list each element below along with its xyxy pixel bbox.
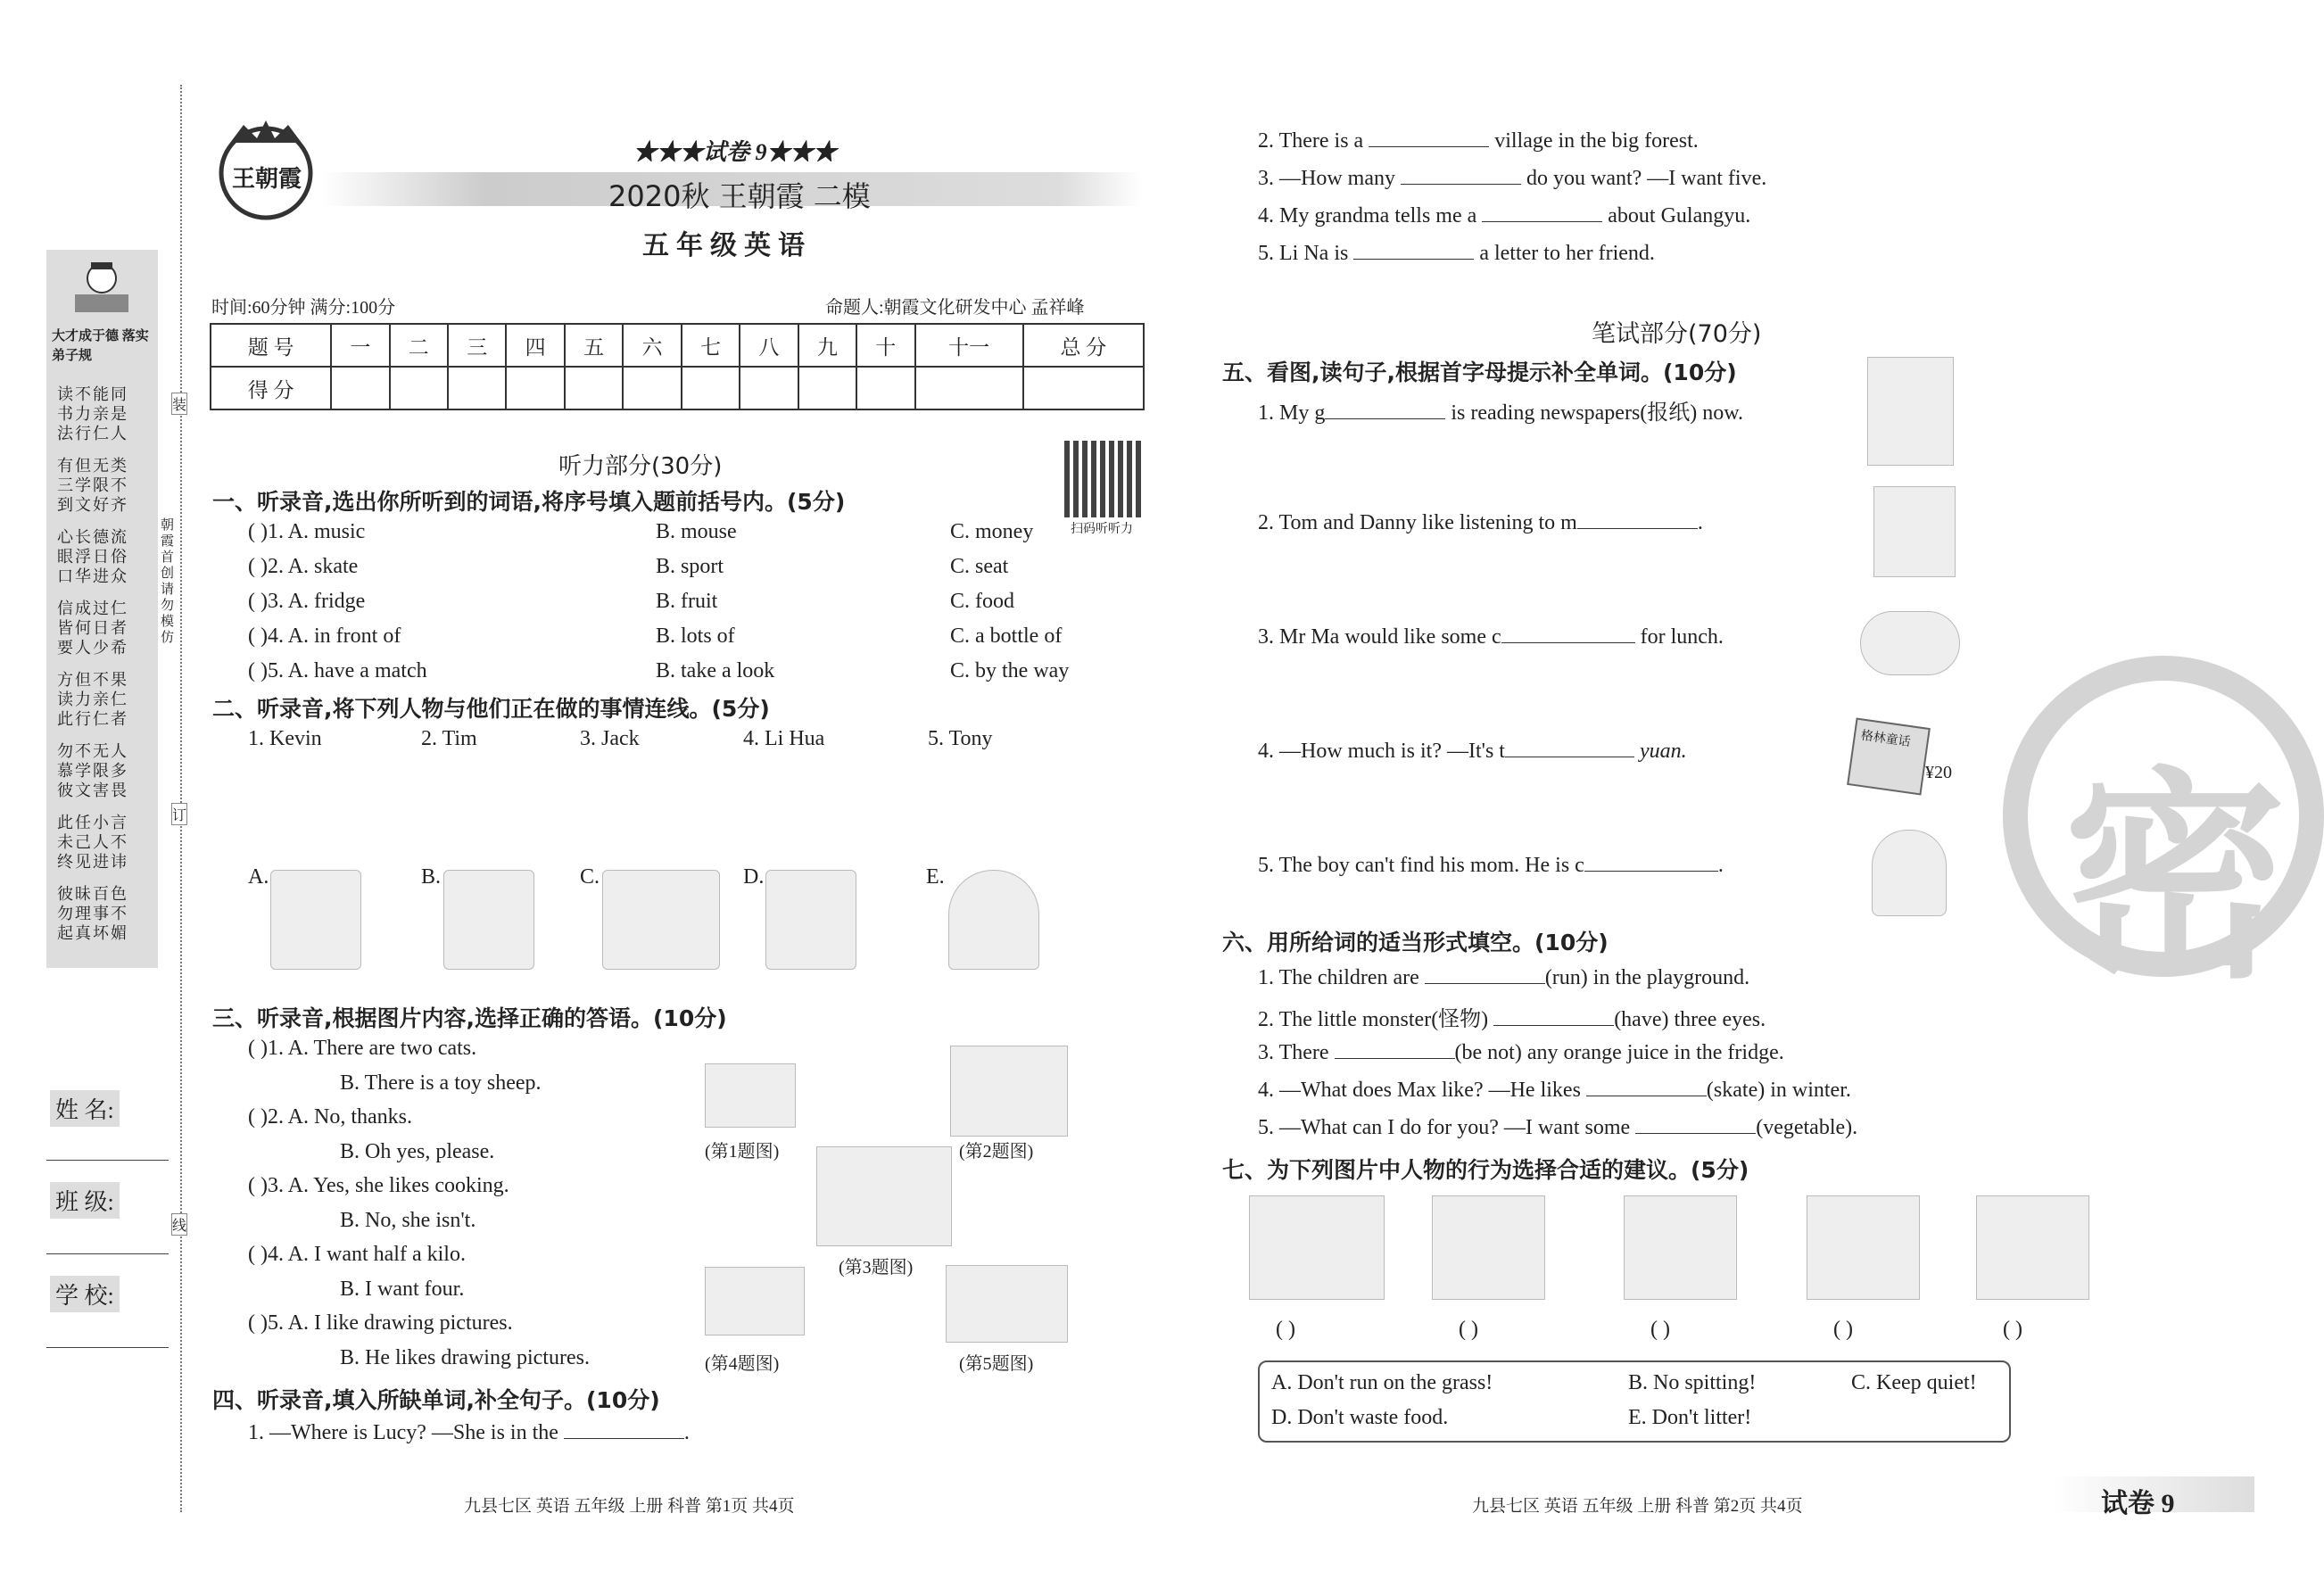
s1-item-a[interactable]: ( )4. A. in front of: [248, 624, 401, 648]
footer-left: 九县七区 英语 五年级 上册 科普 第1页 共4页: [464, 1497, 795, 1516]
s4-q2-text: 2. There is a: [1258, 129, 1364, 153]
qr-code[interactable]: [1064, 441, 1141, 517]
s7-behaviour-pic: [1976, 1195, 2089, 1300]
score-header-cell: 三: [448, 324, 506, 367]
score-header-cell: 题 号: [211, 324, 331, 367]
s5-q3-blank[interactable]: [1501, 623, 1635, 643]
s3-caption-1: (第1题图): [705, 1142, 780, 1162]
s7-option-c: C. Keep quiet!: [1851, 1371, 1977, 1394]
s2-pic-label: D.: [743, 865, 765, 889]
s7-title: 七、为下列图片中人物的行为选择合适的建议。(5分): [1222, 1157, 1749, 1183]
poem-line: 书力亲是: [57, 405, 128, 423]
s5-title: 五、看图,读句子,根据首字母提示补全单词。(10分): [1222, 360, 1737, 385]
time-info: 时间:60分钟 满分:100分: [211, 298, 396, 318]
school-label: 学 校:: [50, 1276, 120, 1312]
poem-line: 口华进众: [57, 567, 128, 585]
s2-activity-pic[interactable]: [270, 870, 361, 970]
s2-person[interactable]: 2. Tim: [421, 727, 477, 750]
s3-item-b: B. No, she isn't.: [340, 1209, 476, 1232]
class-label: 班 级:: [50, 1182, 120, 1219]
s7-option-e: E. Don't litter!: [1628, 1406, 1752, 1429]
s6-q1-tail: (run) in the playground.: [1544, 966, 1750, 989]
poem-line: 到文好齐: [57, 496, 128, 514]
s6-q5-text: 5. —What can I do for you? —I want some: [1258, 1116, 1631, 1139]
s4-q2-blank[interactable]: [1369, 127, 1489, 147]
score-cell[interactable]: [390, 367, 448, 409]
s6-q3-tail: (be not) any orange juice in the fridge.: [1454, 1041, 1784, 1064]
s4-q2: [1258, 127, 1699, 153]
s4-q2-tail: village in the big forest.: [1494, 129, 1699, 153]
s4-q5-tail: a letter to her friend.: [1479, 242, 1655, 265]
s7-behaviour-pic: [1249, 1195, 1385, 1300]
poem-line: 读不能同: [57, 385, 128, 403]
s7-option-a: A. Don't run on the grass!: [1271, 1371, 1493, 1394]
s1-title: 一、听录音,选出你所听到的词语,将序号填入题前括号内。(5分): [212, 489, 846, 515]
s6-q1: [1258, 963, 1749, 990]
score-cell[interactable]: [856, 367, 914, 409]
sidebar-motto: 大才成于德 落实弟子规: [52, 329, 149, 363]
scholar-figure: [66, 259, 137, 317]
poem-line: 终见进讳: [57, 853, 128, 871]
s4-q3: [1258, 164, 1766, 191]
s6-q4-text: 4. —What does Max like? —He likes: [1258, 1079, 1581, 1102]
s3-item-b: B. I want four.: [340, 1278, 465, 1301]
score-cell[interactable]: [506, 367, 564, 409]
s4-q5-text: 5. Li Na is: [1258, 242, 1349, 265]
s1-item-c: C. food: [950, 590, 1014, 613]
s4-q5: [1258, 239, 1655, 266]
s5-q4: [1258, 737, 1687, 764]
s3-item-a[interactable]: ( )4. A. I want half a kilo.: [248, 1243, 466, 1266]
s6-q2-tail: (have) three eyes.: [1614, 1008, 1766, 1031]
s4-title: 四、听录音,填入所缺单词,补全句子。(10分): [212, 1387, 660, 1413]
score-header-cell: 六: [623, 324, 681, 367]
s5-q5-blank[interactable]: [1584, 851, 1718, 872]
s5-pic-music: [1873, 486, 1956, 577]
s7-answer-paren[interactable]: ( ): [2003, 1318, 2022, 1341]
s5-q5-tail: .: [1717, 854, 1724, 877]
s6-q3-text: 3. There: [1258, 1041, 1329, 1064]
class-line[interactable]: [46, 1253, 169, 1254]
score-header-cell: 七: [682, 324, 740, 367]
s1-item-a[interactable]: ( )5. A. have a match: [248, 659, 427, 682]
s4-q3-blank[interactable]: [1401, 164, 1521, 185]
s5-q5-text: 5. The boy can't find his mom. He is c: [1258, 854, 1584, 877]
subject-title: 五年级英语: [642, 230, 812, 261]
s2-activity-pic[interactable]: [443, 870, 534, 970]
score-cell[interactable]: [915, 367, 1023, 409]
s5-q4-blank[interactable]: [1505, 737, 1634, 757]
s3-item-b: B. Oh yes, please.: [340, 1140, 495, 1163]
s3-item-a[interactable]: ( )3. A. Yes, she likes cooking.: [248, 1174, 509, 1197]
s6-q1-blank[interactable]: [1425, 963, 1545, 984]
poem-line: 信成过仁: [57, 600, 128, 617]
qr-caption: 扫码听听力: [1071, 523, 1133, 536]
s3-pic-5: [946, 1265, 1068, 1343]
s5-pic-crying-boy: [1872, 830, 1947, 916]
name-label: 姓 名:: [50, 1090, 120, 1127]
s4-q5-blank[interactable]: [1353, 239, 1474, 260]
poem-line: 慕学限多: [57, 762, 128, 780]
poem-line: 此任小言: [57, 814, 128, 831]
score-header-cell: 四: [506, 324, 564, 367]
listening-title: 听力部分(30分): [558, 453, 723, 480]
score-header-cell: 总 分: [1023, 324, 1144, 367]
s7-behaviour-pic: [1807, 1195, 1920, 1300]
s6-q2: [1258, 1001, 1766, 1032]
s5-q1-tail: is reading newspapers(报纸) now.: [1451, 401, 1744, 425]
score-row: [211, 367, 1144, 409]
s7-answer-paren[interactable]: ( ): [1833, 1318, 1853, 1341]
s2-pic-label: C.: [580, 865, 600, 889]
poem-line: 勿理事不: [57, 905, 128, 922]
s6-q4: [1258, 1076, 1851, 1103]
s1-item-c: C. by the way: [950, 659, 1070, 682]
s5-q4-tail: yuan.: [1639, 740, 1687, 763]
s6-q5-tail: (vegetable).: [1756, 1116, 1858, 1139]
score-cell[interactable]: [623, 367, 681, 409]
poem-line: 皆何日者: [57, 619, 128, 637]
vertical-note: 朝霞首创 请勿模仿: [161, 518, 175, 645]
poem-line: 要人少希: [57, 639, 128, 657]
s7-answer-paren[interactable]: ( ): [1459, 1318, 1478, 1341]
poem-line: 心长德流: [57, 528, 128, 546]
paper-title: 2020秋 王朝霞 二模: [608, 179, 871, 213]
s5-q4-text: 4. —How much is it? —It's t: [1258, 740, 1505, 763]
fold-label-1: 装: [171, 393, 187, 415]
s1-item-b: B. lots of: [656, 624, 735, 648]
name-line[interactable]: [46, 1160, 169, 1161]
s7-option-d: D. Don't waste food.: [1271, 1406, 1449, 1429]
s1-item-c: C. money: [950, 520, 1034, 543]
s3-item-a[interactable]: ( )5. A. I like drawing pictures.: [248, 1311, 513, 1335]
sidebar-panel: [46, 250, 158, 968]
s3-caption-5: (第5题图): [959, 1354, 1034, 1374]
score-header-cell: 二: [390, 324, 448, 367]
poem-line: 此行仁者: [57, 710, 128, 728]
s4-q1-text: 1. —Where is Lucy? —She is in the: [248, 1421, 558, 1444]
s2-activity-pic[interactable]: [948, 870, 1039, 970]
s7-answer-paren[interactable]: ( ): [1276, 1318, 1295, 1341]
score-cell[interactable]: [565, 367, 623, 409]
s1-item-b: B. sport: [656, 555, 724, 578]
poem-line: 勿不无人: [57, 742, 128, 760]
s6-q3-blank[interactable]: [1335, 1038, 1455, 1059]
logo-text: 王朝霞: [232, 166, 302, 192]
s3-caption-2: (第2题图): [959, 1142, 1034, 1162]
s3-pic-2: [950, 1046, 1068, 1137]
s3-pic-1: [705, 1063, 796, 1128]
s5-q5: [1258, 851, 1724, 878]
s1-item-c: C. a bottle of: [950, 624, 1063, 648]
score-header-cell: 一: [331, 324, 389, 367]
s4-q4-blank[interactable]: [1482, 202, 1602, 222]
s1-item-a[interactable]: ( )1. A. music: [248, 520, 366, 543]
s3-item-b: B. He likes drawing pictures.: [340, 1346, 590, 1369]
s4-q4-text: 4. My grandma tells me a: [1258, 204, 1477, 227]
score-cell[interactable]: [682, 367, 740, 409]
score-header-cell: 五: [565, 324, 623, 367]
s5-q2-blank[interactable]: [1577, 509, 1698, 529]
s7-option-b: B. No spitting!: [1628, 1371, 1757, 1394]
s2-pic-label: E.: [926, 865, 945, 889]
s4-q1-blank[interactable]: [564, 1418, 684, 1439]
s6-q4-blank[interactable]: [1586, 1076, 1707, 1096]
s6-q1-text: 1. The children are: [1258, 966, 1419, 989]
s1-item-b: B. mouse: [656, 520, 737, 543]
written-title: 笔试部分(70分): [1592, 320, 1762, 348]
poem-line: 彼昧百色: [57, 885, 128, 903]
s2-person[interactable]: 1. Kevin: [248, 727, 322, 750]
s3-title: 三、听录音,根据图片内容,选择正确的答语。(10分): [212, 1005, 727, 1031]
score-header-row: [211, 324, 1144, 367]
poem-line: 未己人不: [57, 833, 128, 851]
poem-line: 眼浮日俗: [57, 548, 128, 566]
s2-activity-pic[interactable]: [602, 870, 720, 970]
fold-line: [180, 85, 182, 1512]
s1-item-b: B. take a look: [656, 659, 775, 682]
s5-q3-tail: for lunch.: [1640, 625, 1724, 649]
s2-title: 二、听录音,将下列人物与他们正在做的事情连线。(5分): [212, 696, 770, 722]
s7-behaviour-pic: [1432, 1195, 1545, 1300]
poem-line: 读力亲仁: [57, 690, 128, 708]
score-header-cell: 八: [740, 324, 798, 367]
footer-badge: 试卷 9: [2101, 1489, 2175, 1518]
s2-person[interactable]: 4. Li Hua: [743, 727, 825, 750]
s6-title: 六、用所给词的适当形式填空。(10分): [1222, 930, 1609, 955]
s2-pic-label: A.: [248, 865, 269, 889]
s6-q2-blank[interactable]: [1493, 1005, 1614, 1026]
s4-q1: 1. —Where is Lucy? —She is in the .: [248, 1418, 690, 1445]
s3-item-a[interactable]: ( )1. A. There are two cats.: [248, 1037, 477, 1060]
series-label: ★★★试卷 9★★★: [633, 139, 837, 165]
s5-pic-grandpa: [1867, 357, 1954, 466]
score-cell[interactable]: [331, 367, 389, 409]
s4-q3-tail: do you want? —I want five.: [1526, 167, 1767, 190]
poem-line: 有但无类: [57, 457, 128, 475]
s1-item-a[interactable]: ( )2. A. skate: [248, 555, 359, 578]
poem-line: 三学限不: [57, 476, 128, 494]
score-label-cell: 得 分: [211, 367, 331, 409]
s7-behaviour-pic: [1624, 1195, 1737, 1300]
logo: [212, 116, 319, 223]
s7-answer-paren[interactable]: ( ): [1650, 1318, 1670, 1341]
seal-watermark: [2003, 656, 2324, 1008]
score-header-cell: 十: [856, 324, 914, 367]
poem-line: 彼文害畏: [57, 781, 128, 799]
school-line[interactable]: [46, 1347, 169, 1348]
score-header-cell: 十一: [915, 324, 1023, 367]
s5-q1: [1258, 394, 1743, 426]
score-table: [210, 323, 1145, 410]
s5-q3: [1258, 623, 1724, 649]
s2-pic-label: B.: [421, 865, 442, 889]
author-info: 命题人:朝霞文化研发中心 孟祥峰: [825, 298, 1085, 318]
s2-person[interactable]: 3. Jack: [580, 727, 640, 750]
score-cell[interactable]: [448, 367, 506, 409]
s5-q2-tail: .: [1697, 511, 1703, 534]
s1-item-b: B. fruit: [656, 590, 718, 613]
s4-q4-tail: about Gulangyu.: [1608, 204, 1751, 227]
footer-right: 九县七区 英语 五年级 上册 科普 第2页 共4页: [1472, 1497, 1803, 1516]
book-title: 格林童话: [1859, 729, 1912, 750]
s2-person[interactable]: 5. Tony: [928, 727, 993, 750]
s6-q4-tail: (skate) in winter.: [1706, 1079, 1851, 1102]
s5-pic-chicken: [1860, 611, 1960, 675]
score-header-cell: 九: [798, 324, 856, 367]
score-cell[interactable]: [1023, 367, 1144, 409]
s5-q3-text: 3. Mr Ma would like some c: [1258, 625, 1501, 649]
s5-q1-text: 1. My g: [1258, 401, 1326, 425]
s3-pic-4: [705, 1267, 805, 1336]
poem-line: 法行仁人: [57, 425, 128, 442]
s3-caption-4: (第4题图): [705, 1354, 780, 1374]
s3-caption-3: (第3题图): [839, 1258, 914, 1278]
s4-q4: [1258, 202, 1750, 228]
s5-q1-blank[interactable]: [1325, 399, 1445, 419]
s6-q2-text: 2. The little monster(怪物): [1258, 1008, 1489, 1031]
s1-item-c: C. seat: [950, 555, 1009, 578]
poem-line: 起真坏媚: [57, 924, 128, 942]
price-tag: ¥20: [1925, 763, 1952, 782]
s6-q5: [1258, 1113, 1857, 1140]
s5-q2: [1258, 509, 1703, 535]
fold-label-3: 线: [171, 1213, 187, 1236]
s3-item-b: B. There is a toy sheep.: [340, 1071, 542, 1095]
s6-q5-blank[interactable]: [1635, 1113, 1756, 1134]
s3-pic-3: [816, 1146, 952, 1246]
poem-line: 方但不果: [57, 671, 128, 689]
s3-item-a[interactable]: ( )2. A. No, thanks.: [248, 1105, 412, 1129]
fold-label-2: 订: [171, 803, 187, 825]
s5-pic-book: [1847, 718, 1931, 796]
s2-activity-pic[interactable]: [765, 870, 856, 970]
score-cell[interactable]: [740, 367, 798, 409]
s5-q2-text: 2. Tom and Danny like listening to m: [1258, 511, 1577, 534]
s1-item-a[interactable]: ( )3. A. fridge: [248, 590, 366, 613]
s4-q3-text: 3. —How many: [1258, 167, 1395, 190]
score-cell[interactable]: [798, 367, 856, 409]
seal-char: 密: [2063, 748, 2287, 1008]
s6-q3: [1258, 1038, 1784, 1065]
